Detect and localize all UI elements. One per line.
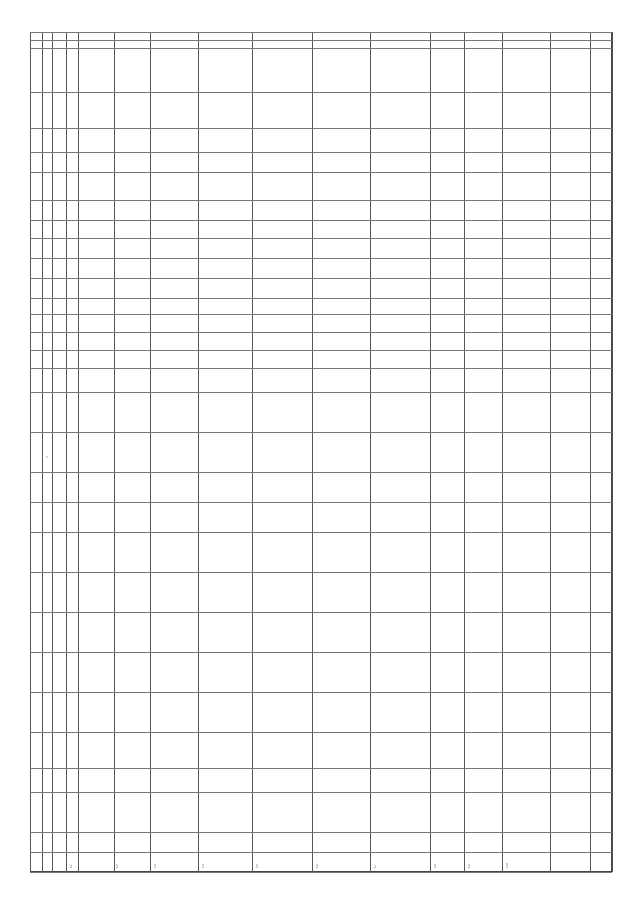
row-number: 1.2 — [116, 864, 119, 868]
row-divider — [30, 32, 31, 872]
row-number: 1.6 — [316, 864, 319, 868]
column-divider — [30, 200, 612, 201]
column-divider — [30, 472, 612, 473]
row-divider — [198, 32, 199, 872]
column-divider — [30, 332, 612, 333]
row-number: 1.1 — [70, 864, 73, 868]
row-divider — [430, 32, 431, 872]
row-number: 1.4 — [202, 864, 205, 868]
column-divider — [30, 220, 612, 221]
column-divider — [30, 48, 612, 49]
column-divider — [30, 692, 612, 693]
column-divider — [30, 768, 612, 769]
row-divider — [52, 32, 53, 872]
row-number: 1.3 — [154, 864, 157, 868]
row-divider — [42, 32, 43, 872]
rotated-table — [30, 32, 612, 872]
row-divider — [370, 32, 371, 872]
column-divider — [30, 350, 612, 351]
row-divider — [150, 32, 151, 872]
row-divider — [66, 32, 67, 872]
column-divider — [30, 32, 612, 33]
column-divider — [30, 652, 612, 653]
column-divider — [30, 502, 612, 503]
column-divider — [30, 172, 612, 173]
row-divider — [312, 32, 313, 872]
row-number: 1.5 — [256, 864, 259, 868]
row-divider — [252, 32, 253, 872]
column-divider — [30, 128, 612, 129]
column-divider — [30, 368, 612, 369]
column-divider — [30, 572, 612, 573]
column-divider — [30, 314, 612, 315]
row-divider — [590, 32, 591, 872]
column-divider — [30, 852, 612, 853]
column-divider — [30, 432, 612, 433]
row-number: 1.7 — [374, 864, 377, 868]
column-divider — [30, 298, 612, 299]
column-divider — [30, 732, 612, 733]
column-divider — [30, 238, 612, 239]
row-divider — [114, 32, 115, 872]
column-divider — [30, 872, 612, 873]
column-divider — [30, 40, 612, 41]
column-divider — [30, 258, 612, 259]
page-number: 2 — [46, 455, 48, 459]
row-divider — [502, 32, 503, 872]
row-number: 1.10 — [506, 862, 509, 868]
column-divider — [30, 278, 612, 279]
row-divider — [464, 32, 465, 872]
row-divider — [612, 32, 613, 872]
column-divider — [30, 612, 612, 613]
row-divider — [78, 32, 79, 872]
column-divider — [30, 792, 612, 793]
column-divider — [30, 392, 612, 393]
column-divider — [30, 532, 612, 533]
column-divider — [30, 152, 612, 153]
table-border — [30, 32, 612, 872]
column-divider — [30, 92, 612, 93]
row-number: 1.8 — [434, 864, 437, 868]
row-number: 1.9 — [468, 864, 471, 868]
column-divider — [30, 832, 612, 833]
row-divider — [550, 32, 551, 872]
